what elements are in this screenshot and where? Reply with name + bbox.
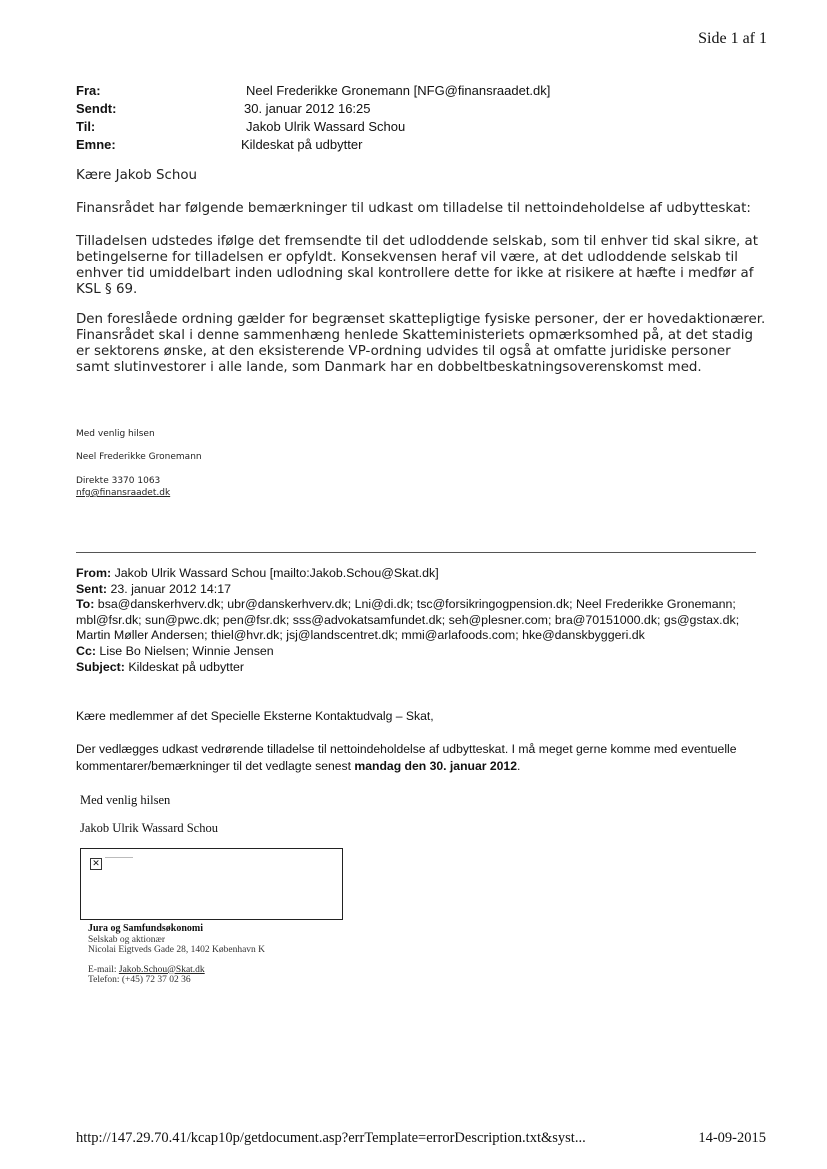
fwd-subject-line <box>76 660 766 676</box>
original-body-text: Der vedlægges udkast vedrørende tilladelse til nettoindeholdelse af udbytteskat. I må meget gerne komme med eventuelle kommentarer/bemærkninger til det vedlagte senest <box>76 742 737 773</box>
to-value: Jakob Ulrik Wassard Schou <box>246 119 406 134</box>
header-row-to <box>76 118 550 136</box>
fwd-from-value: Jakob Ulrik Wassard Schou [mailto:Jakob.Schou@Skat.dk] <box>114 566 439 580</box>
reply-paragraph-1: Finansrådet har følgende bemærkninger til udkast om tilladelse til nettoindeholdelse af udbytteskat: <box>76 201 751 216</box>
fwd-cc-value: Lise Bo Nielsen; Winnie Jensen <box>99 643 274 658</box>
divider <box>76 552 756 553</box>
original-body <box>76 741 766 775</box>
forwarded-header <box>76 566 766 675</box>
header-row-sent <box>76 100 550 118</box>
email-header <box>76 82 550 154</box>
fwd-subject-value: Kildeskat på udbytter <box>128 659 245 674</box>
fwd-cc-line <box>76 644 766 660</box>
reply-greeting: Kære Jakob Schou <box>76 168 198 183</box>
original-body-end: . <box>517 759 521 773</box>
signature-closing: Med venlig hilsen <box>76 429 155 439</box>
broken-image-icon: ✕ <box>90 858 102 870</box>
fwd-sent-label: Sent: <box>76 581 107 596</box>
original-name: Jakob Ulrik Wassard Schou <box>80 821 218 835</box>
org-dept: Selskab og aktionær <box>88 934 166 945</box>
original-closing: Med venlig hilsen <box>80 793 171 807</box>
fwd-to-value: bsa@danskerhverv.dk; ubr@danskerhverv.dk; Lni@di.dk; tsc@forsikringogpension.dk; Neel Frederikke Gronemann; mbl@fsr.dk; sun@pwc.dk; pen@fsr.dk; sss@advokatsamfundet.dk; seh@plesner.com; bra@70151000.dk; gs@gstax.dk; Martin Møller Andersen; thiel@hvr.dk; jsj@landscentret.dk; mmi@arlafoods.com; hke@danskbyggeri.dk <box>76 597 740 643</box>
fwd-subject-label: Subject: <box>76 659 125 674</box>
fwd-to-label: To: <box>76 597 95 612</box>
subject-value: Kildeskat på udbytter <box>241 137 363 152</box>
fwd-sent-line <box>76 582 766 598</box>
original-greeting: Kære medlemmer af det Specielle Eksterne Kontaktudvalg – Skat, <box>76 709 434 723</box>
from-value: Neel Frederikke Gronemann [NFG@finansraadet.dk] <box>246 83 551 98</box>
org-email-label: E-mail: <box>88 964 119 975</box>
org-email-line <box>88 965 265 976</box>
signature-email-link[interactable]: nfg@finansraadet.dk <box>76 488 171 498</box>
org-block <box>88 924 265 986</box>
broken-logo-image <box>80 848 343 920</box>
signature-name: Neel Frederikke Gronemann <box>76 452 202 462</box>
org-phone: Telefon: (+45) 72 37 02 36 <box>88 975 191 985</box>
original-deadline: mandag den 30. januar 2012 <box>354 759 517 773</box>
fwd-to-line <box>76 597 766 644</box>
subject-label: Emne: <box>76 137 116 152</box>
fwd-cc-label: Cc: <box>76 643 96 658</box>
fwd-sent-value: 23. januar 2012 14:17 <box>110 581 232 596</box>
from-label: Fra: <box>76 83 101 98</box>
page-number: Side 1 af 1 <box>698 30 767 47</box>
fwd-from-label: From: <box>76 566 112 580</box>
broken-image-caption <box>105 857 133 860</box>
page-footer <box>76 1130 766 1147</box>
signature-phone: Direkte 3370 1063 <box>76 476 161 486</box>
header-row-from <box>76 82 550 100</box>
footer-url: http://147.29.70.41/kcap10p/getdocument.asp?errTemplate=errorDescription.txt&syst... <box>76 1130 586 1146</box>
sent-label: Sendt: <box>76 101 117 116</box>
reply-paragraph-3: Den foreslåede ordning gælder for begrænset skattepligtige fysiske personer, der er hovedaktionærer. Finansrådet skal i denne sammenhæng henlede Skatteministeriets opmærksomhed på, at det stadig er sektorens ønske, at den eksisterende VP-ordning udvides til også at omfatte juridiske personer samt slutinvestorer i alle lande, som Danmark har en dobbeltbeskatningsoverenskomst med. <box>76 312 766 375</box>
sent-value: 30. januar 2012 16:25 <box>244 101 371 116</box>
org-address: Nicolai Eigtveds Gade 28, 1402 København K <box>88 945 266 955</box>
fwd-from-line <box>76 566 766 582</box>
footer-date: 14-09-2015 <box>698 1130 766 1146</box>
org-email-link[interactable]: Jakob.Schou@Skat.dk <box>118 964 205 975</box>
header-row-subject <box>76 136 550 154</box>
to-label: Til: <box>76 119 96 134</box>
reply-paragraph-2: Tilladelsen udstedes ifølge det fremsendte til det udloddende selskab, som til enhver tid skal sikre, at betingelserne for tilladelsen er opfyldt. Konsekvensen heraf vil være, at det udloddende selskab til enhver tid umiddelbart inden udlodning skal kontrollere dette for ikke at risikere at hæfte i medfør af KSL § 69. <box>76 234 759 297</box>
org-name: Jura og Samfundsøkonomi <box>88 923 204 934</box>
